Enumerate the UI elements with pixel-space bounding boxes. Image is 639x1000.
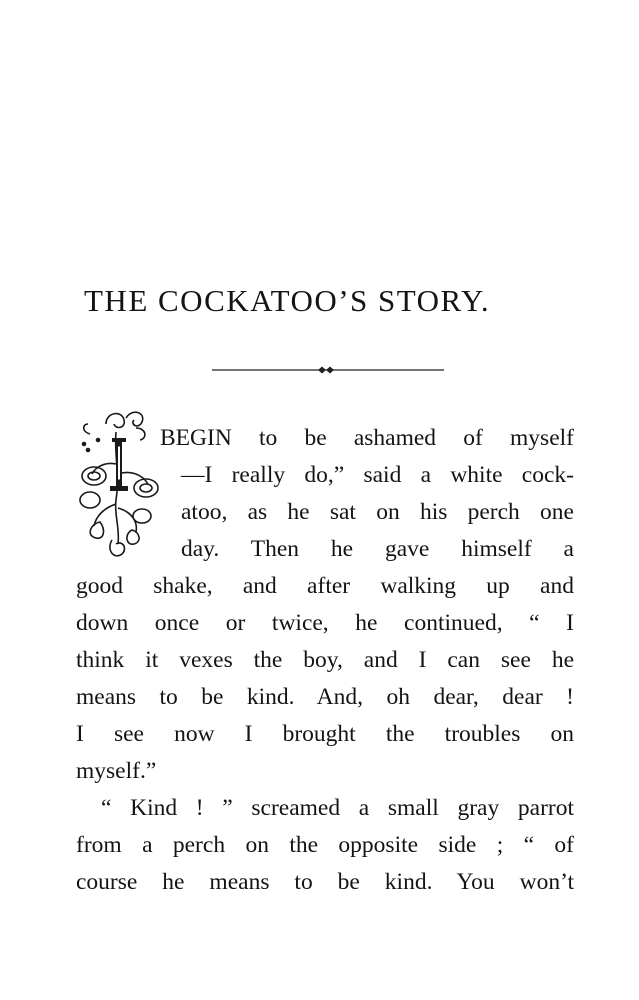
text-line: myself.” — [76, 758, 157, 784]
text-line: BEGIN to be ashamed of myself — [160, 425, 574, 451]
story-title: THE COCKATOO’S STORY. — [84, 283, 491, 318]
floral-drop-cap-icon — [76, 404, 162, 564]
text-line: I see now I brought the troubles on — [76, 721, 574, 747]
text-line: course he means to be kind. You won’t — [76, 869, 574, 895]
text-line: —I really do,” said a white cock- — [181, 462, 574, 488]
text-line: means to be kind. And, oh dear, dear ! — [76, 684, 574, 710]
text-line: atoo, as he sat on his perch one — [181, 499, 574, 525]
text-line: think it vexes the boy, and I can see he — [76, 647, 574, 673]
text-line: “ Kind ! ” screamed a small gray parrot — [101, 795, 574, 821]
text-line: day. Then he gave himself a — [181, 536, 574, 562]
svg-text:I: I — [119, 484, 120, 485]
text-line: good shake, and after walking up and — [76, 573, 574, 599]
text-line: down once or twice, he continued, “ I — [76, 610, 574, 636]
text-line: from a perch on the opposite side ; “ of — [76, 832, 574, 858]
ornamental-rule — [212, 363, 444, 377]
